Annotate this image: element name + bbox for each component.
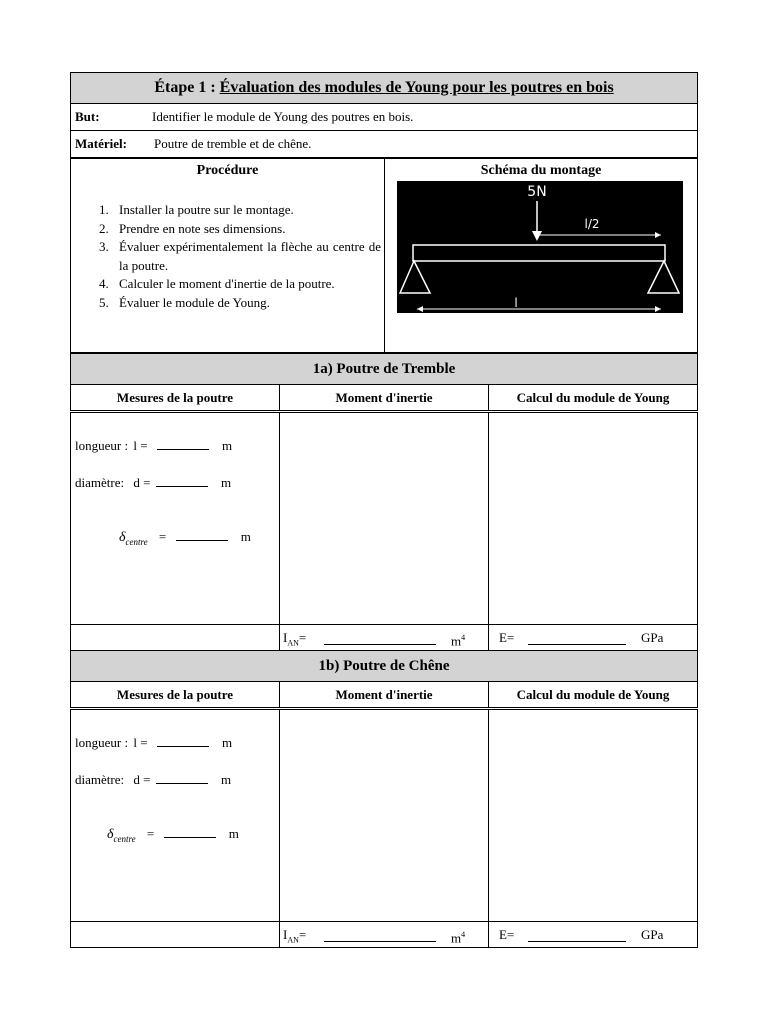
young-label: E=	[499, 630, 515, 645]
results-row-chene	[70, 921, 698, 948]
materiel-value: Poutre de tremble et de chêne.	[154, 136, 312, 151]
list-item: 1. Installer la poutre sur le montage.	[99, 202, 294, 217]
beam-diagram	[397, 181, 683, 313]
column-header: Calcul du module de Young	[516, 390, 670, 405]
list-item: 2. Prendre en note ses dimensions.	[99, 220, 286, 236]
results-row-tremble	[70, 624, 698, 651]
inertia-blank[interactable]	[324, 632, 436, 645]
schema-heading: Schéma du montage	[480, 163, 602, 178]
young-blank[interactable]	[528, 632, 626, 645]
young-unit: GPa	[641, 927, 664, 942]
longueur-blank[interactable]	[157, 437, 209, 450]
diametre-field: diamètre: d = m	[75, 772, 232, 787]
column-header: Calcul du module de Young	[516, 687, 670, 702]
but-value: Identifier le module de Young des poutres en bois.	[152, 109, 414, 124]
title-prefix: Étape 1 :	[154, 79, 220, 96]
column-headers-tremble	[70, 384, 698, 411]
delta-blank[interactable]	[176, 528, 228, 541]
but-label: But:	[75, 109, 100, 124]
column-header: Moment d'inertie	[335, 390, 433, 405]
page-title	[70, 72, 698, 104]
list-item: 4. Calculer le moment d'inertie de la poutre.	[99, 276, 335, 291]
procedure-steps	[99, 201, 381, 312]
young-unit: GPa	[641, 630, 664, 645]
beam	[413, 245, 665, 261]
diametre-field: diamètre: d = m	[75, 475, 232, 490]
half-dimension-arrow-icon	[655, 232, 661, 238]
procedure-heading: Procédure	[196, 163, 259, 178]
materiel-row	[70, 130, 698, 158]
load-label: 5N	[527, 184, 547, 200]
inertia-field: $I_{AN}=$	[283, 630, 307, 648]
inertia-field: $I_{AN}=$	[283, 927, 307, 945]
diametre-blank[interactable]	[156, 771, 208, 784]
length-right-arrow-icon	[655, 306, 661, 312]
column-header: Mesures de la poutre	[116, 390, 234, 405]
section-heading-chene: 1b) Poutre de Chêne	[70, 650, 698, 682]
title-underlined: Évaluation des modules de Young pour les poutres en bois	[219, 79, 614, 96]
beam-diagram-svg	[397, 181, 683, 313]
inertia-unit: $m^4$	[451, 930, 466, 946]
list-item: 3. Évaluer expérimentalement la flèche au centre de la poutre.	[99, 239, 381, 273]
inertia-unit: $m^4$	[451, 633, 466, 649]
list-item: 5. Évaluer le module de Young.	[99, 294, 270, 310]
delta-blank[interactable]	[164, 825, 216, 838]
right-support-icon	[648, 261, 679, 293]
column-headers-chene	[70, 681, 698, 708]
measurements-area-chene	[70, 709, 698, 922]
measurements-area-tremble	[70, 412, 698, 625]
delta-field: $\delta_{centre} = m$	[107, 826, 239, 844]
length-label: l	[514, 296, 518, 310]
longueur-blank[interactable]	[157, 734, 209, 747]
column-header: Moment d'inertie	[335, 687, 433, 702]
length-left-arrow-icon	[417, 306, 423, 312]
half-length-label: l/2	[584, 217, 600, 231]
section-heading-tremble: 1a) Poutre de Tremble	[70, 353, 698, 385]
materiel-label: Matériel:	[75, 136, 127, 151]
young-label: E=	[499, 927, 515, 942]
left-support-icon	[400, 261, 430, 293]
delta-field: $\delta_{centre} = m$	[119, 529, 251, 547]
longueur-field: longueur : l = m	[75, 438, 233, 453]
but-row	[70, 103, 698, 131]
inertia-blank[interactable]	[324, 929, 436, 942]
column-divider	[384, 159, 385, 352]
young-blank[interactable]	[528, 929, 626, 942]
column-header: Mesures de la poutre	[116, 687, 234, 702]
longueur-field: longueur : l = m	[75, 735, 233, 750]
diametre-blank[interactable]	[156, 474, 208, 487]
load-arrowhead-icon	[532, 231, 542, 241]
